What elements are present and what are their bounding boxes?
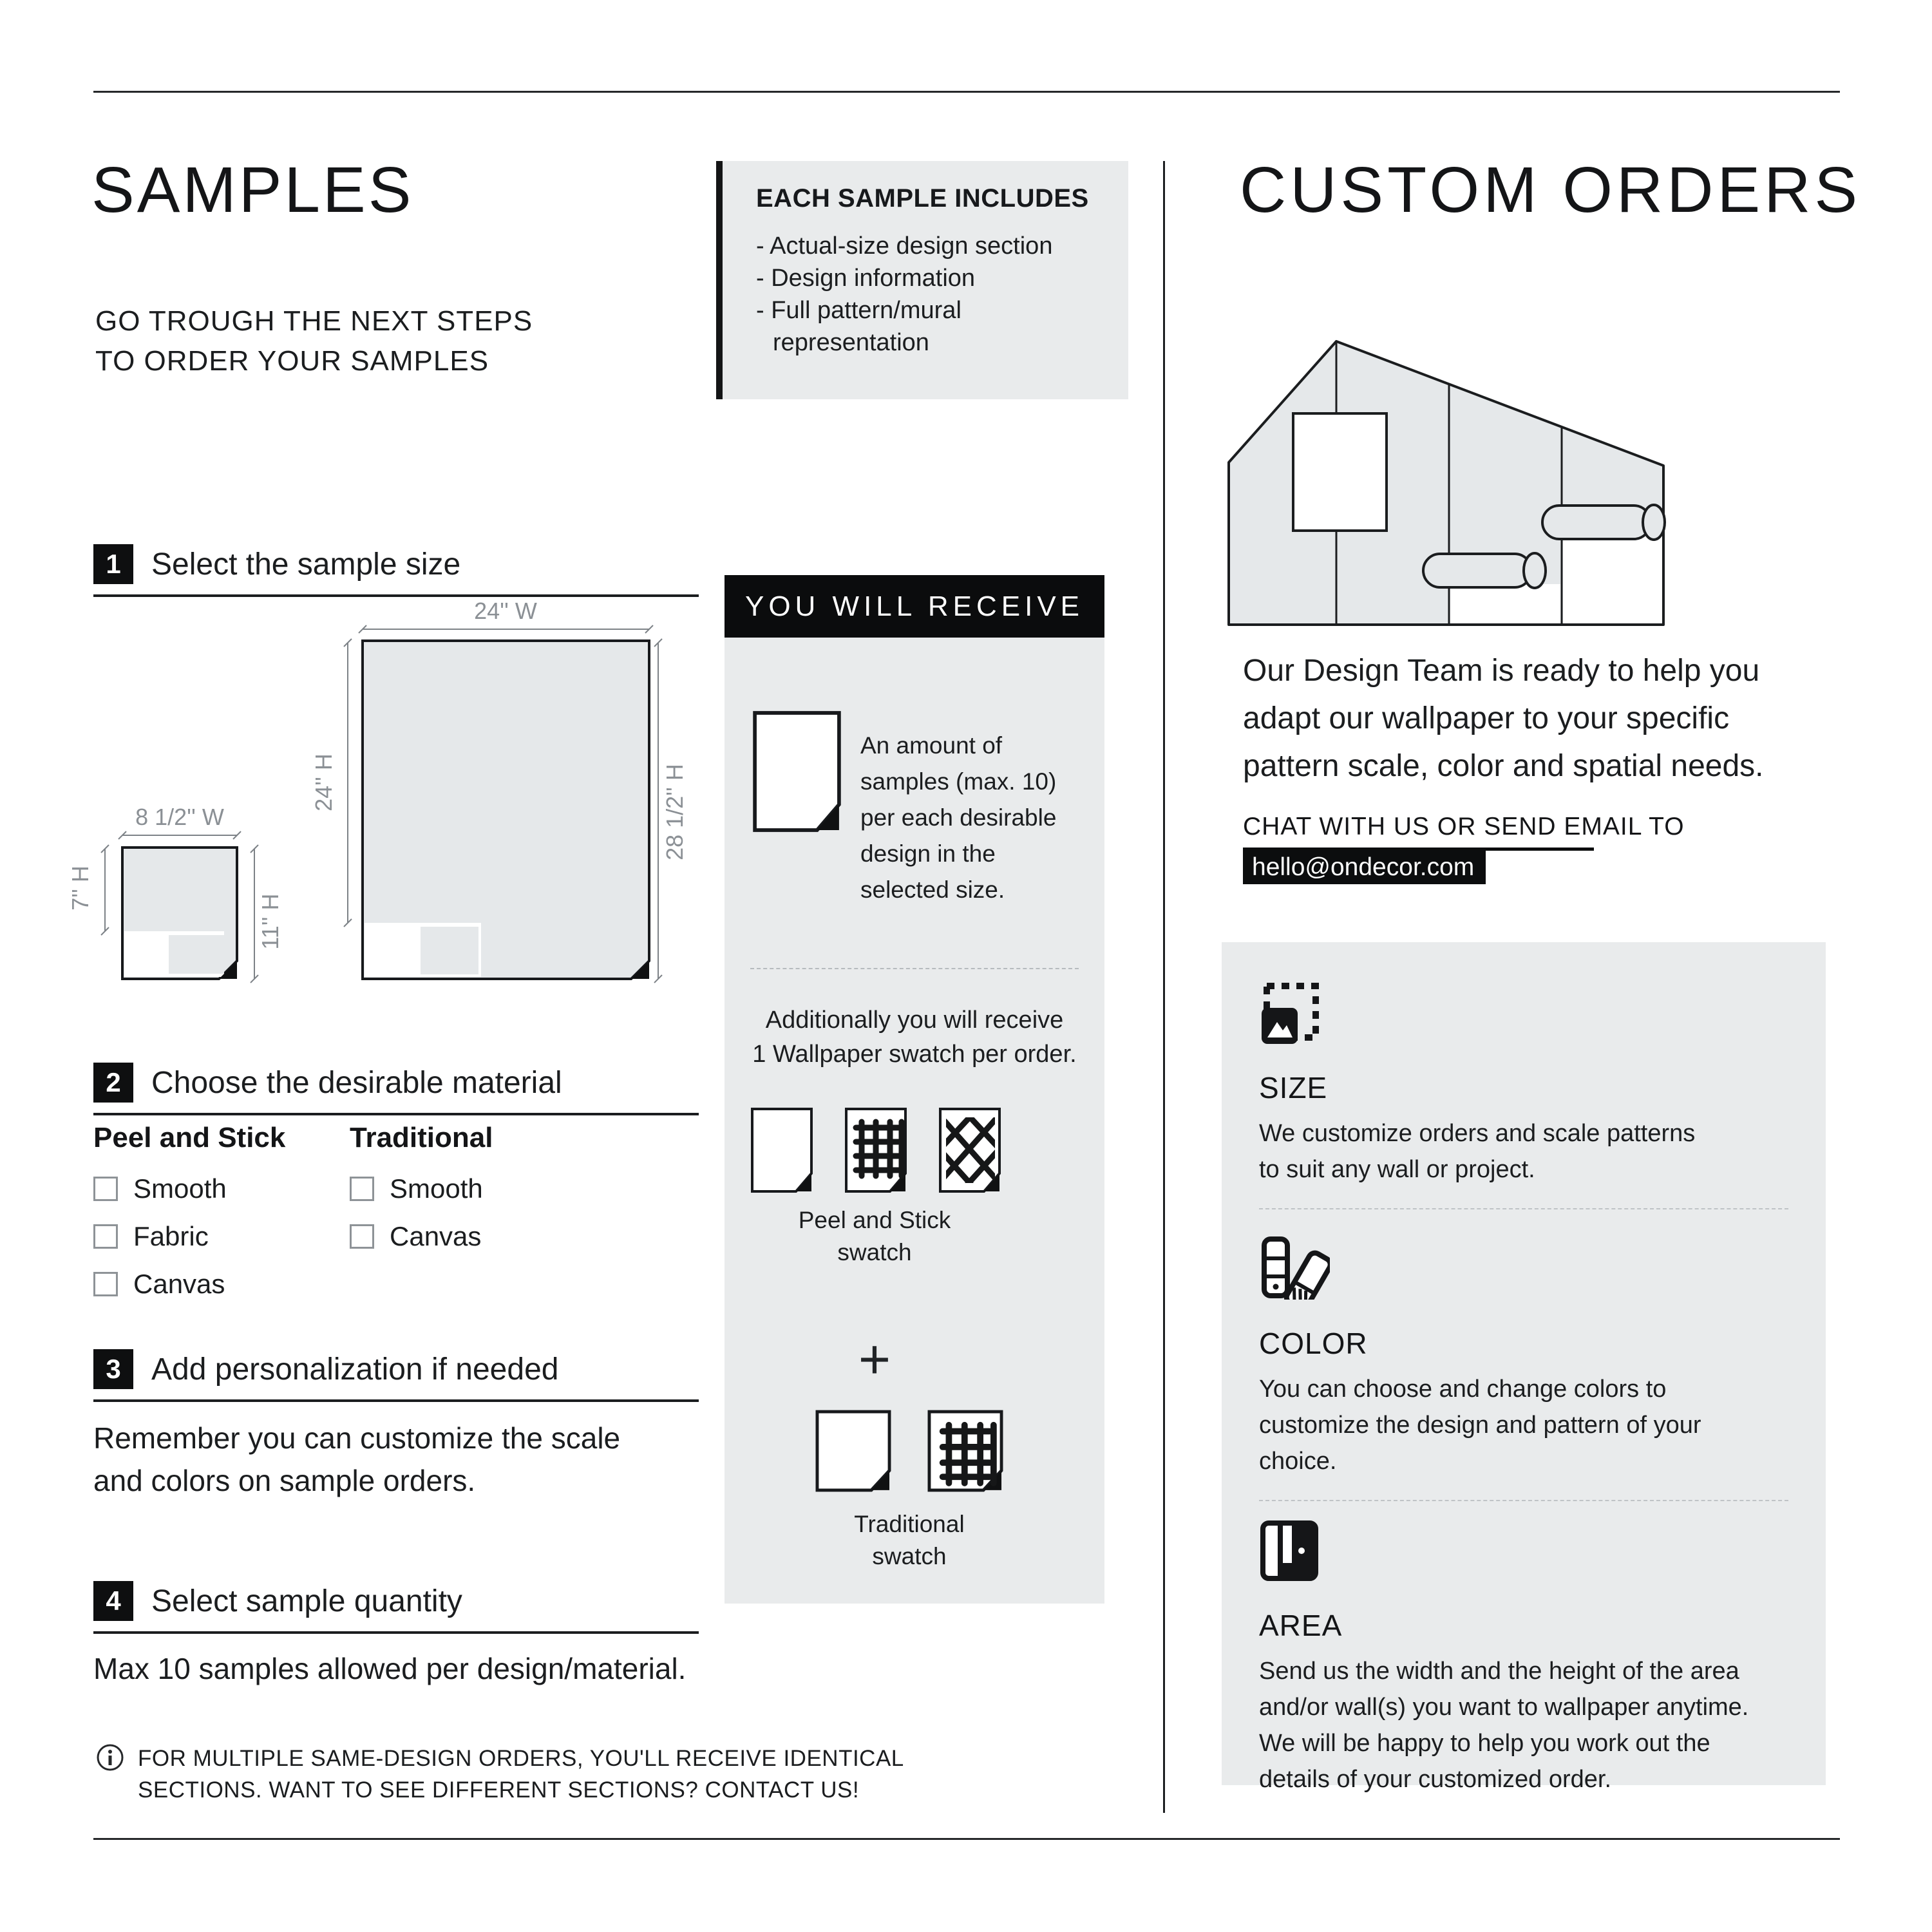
sample-amount-item <box>750 707 1056 908</box>
feature-line: and/or wall(s) you want to wallpaper anytime. <box>1259 1694 1749 1721</box>
you-will-receive-bar: YOU WILL RECEIVE <box>724 575 1104 638</box>
step-2-header <box>93 1063 699 1115</box>
step-3-note-line-2: and colors on sample orders. <box>93 1464 476 1497</box>
footnote-line-2: SECTIONS. WANT TO SEE DIFFERENT SECTIONS? CONTACT US! <box>138 1777 860 1803</box>
you-will-receive-panel <box>724 638 1104 1604</box>
trad-label-line: Traditional <box>854 1511 965 1537</box>
email-address[interactable]: hello@ondecor.com <box>1243 851 1486 884</box>
intro-line-2: TO ORDER YOUR SAMPLES <box>95 345 489 377</box>
material-option-row <box>350 1173 493 1204</box>
feature-line: to suit any wall or project. <box>1259 1156 1535 1183</box>
dashed-divider <box>750 968 1079 969</box>
traditional-swatch-label <box>813 1508 1006 1573</box>
traditional-title: Traditional <box>350 1122 493 1153</box>
grid-swatch-icon <box>925 1408 1006 1494</box>
amount-line: per each desirable <box>860 804 1057 831</box>
feature-line: We customize orders and scale patterns <box>1259 1120 1696 1147</box>
material-option-row <box>93 1221 285 1252</box>
step-1-header <box>93 544 699 597</box>
additional-line: 1 Wallpaper swatch per order. <box>752 1041 1077 1068</box>
feature-color-body <box>1259 1371 1788 1479</box>
amount-line: selected size. <box>860 876 1005 903</box>
step-4-number: 4 <box>93 1581 133 1621</box>
step-1-label: Select the sample size <box>151 547 461 582</box>
lattice-swatch-icon <box>937 1105 1003 1195</box>
footnote-line-1: FOR MULTIPLE SAME-DESIGN ORDERS, YOU'LL RECEIVE IDENTICAL <box>138 1746 904 1771</box>
amount-line: An amount of <box>860 732 1003 759</box>
paragraph-line: Our Design Team is ready to help you <box>1243 654 1760 688</box>
step-3-label: Add personalization if needed <box>151 1352 559 1387</box>
info-icon <box>95 1743 125 1772</box>
step-3-header <box>93 1349 699 1402</box>
footnote <box>95 1743 904 1806</box>
small-sheet-left-height-label: 7'' H <box>67 866 93 911</box>
includes-item: - Design information <box>756 265 976 292</box>
bottom-rule <box>93 1838 1840 1840</box>
traditional-swatch-icons <box>813 1408 1006 1494</box>
option-label: Fabric <box>133 1221 209 1251</box>
step-4-header <box>93 1581 699 1634</box>
footnote-text <box>138 1743 904 1806</box>
custom-orders-title: CUSTOM ORDERS <box>1240 154 1862 226</box>
feature-size-title: SIZE <box>1259 1071 1328 1104</box>
dashed-divider <box>1259 1208 1788 1209</box>
step-4-note: Max 10 samples allowed per design/material. <box>93 1652 687 1685</box>
step-3-note-line-1: Remember you can customize the scale <box>93 1421 621 1455</box>
material-column-traditional <box>350 1122 493 1269</box>
feature-line: customize the design and pattern of your <box>1259 1412 1701 1439</box>
area-icon <box>1259 1520 1320 1582</box>
feature-line: We will be happy to help you work out the <box>1259 1730 1710 1757</box>
trad-label-line: swatch <box>872 1543 947 1569</box>
step-2-label: Choose the desirable material <box>151 1065 562 1100</box>
grid-swatch-icon <box>843 1105 909 1195</box>
wallpaper-wall-illustration <box>1227 308 1684 633</box>
option-label: Smooth <box>390 1173 483 1204</box>
material-column-peel <box>93 1122 285 1316</box>
checkbox-peel-smooth[interactable] <box>93 1177 118 1201</box>
feature-line: Send us the width and the height of the area <box>1259 1658 1739 1685</box>
material-option-row <box>350 1221 493 1252</box>
feature-line: You can choose and change colors to <box>1259 1376 1667 1403</box>
step-2-number: 2 <box>93 1063 133 1103</box>
intro-line-1: GO TROUGH THE NEXT STEPS <box>95 305 533 337</box>
includes-item-wrap: representation <box>773 329 929 356</box>
size-icon <box>1259 980 1320 1044</box>
large-sheet-right-height-label: 28 1/2'' H <box>661 764 688 860</box>
step-4-label: Select sample quantity <box>151 1584 462 1618</box>
option-label: Canvas <box>390 1221 482 1251</box>
step-3-number: 3 <box>93 1349 133 1389</box>
checkbox-traditional-canvas[interactable] <box>350 1224 374 1249</box>
peel-swatch-icons <box>749 1105 1003 1195</box>
includes-title: EACH SAMPLE INCLUDES <box>756 184 1089 213</box>
includes-item: - Actual-size design section <box>756 232 1053 260</box>
feature-size-body <box>1259 1115 1788 1188</box>
includes-item: - Full pattern/mural <box>756 297 961 324</box>
chat-label: CHAT WITH US OR SEND EMAIL TO <box>1243 813 1685 840</box>
feature-area-body <box>1259 1653 1788 1797</box>
amount-line: design in the <box>860 840 996 867</box>
step-1-number: 1 <box>93 544 133 584</box>
peel-swatch-label <box>749 1204 1000 1269</box>
samples-intro <box>95 301 533 381</box>
option-label: Smooth <box>133 1173 227 1204</box>
paragraph-line: pattern scale, color and spatial needs. <box>1243 749 1764 783</box>
feature-line: choice. <box>1259 1448 1337 1475</box>
custom-order-features-panel <box>1222 942 1826 1793</box>
feature-line: details of your customized order. <box>1259 1766 1612 1793</box>
blank-swatch-icon <box>813 1408 894 1494</box>
amount-line: samples (max. 10) <box>860 768 1057 795</box>
blank-sheet-icon <box>750 707 844 836</box>
step-3-note <box>93 1417 620 1502</box>
checkbox-peel-canvas[interactable] <box>93 1272 118 1296</box>
samples-title: SAMPLES <box>91 154 414 226</box>
small-sheet-right-height-label: 11'' H <box>257 893 283 950</box>
peel-label-line: Peel and Stick <box>798 1207 951 1233</box>
color-icon <box>1259 1235 1330 1300</box>
peel-label-line: swatch <box>837 1239 912 1265</box>
each-sample-includes-box <box>716 161 1128 399</box>
material-option-row <box>93 1173 285 1204</box>
sample-size-diagram <box>71 599 689 998</box>
blank-swatch-icon <box>749 1105 815 1195</box>
checkbox-peel-fabric[interactable] <box>93 1224 118 1249</box>
checkbox-traditional-smooth[interactable] <box>350 1177 374 1201</box>
top-rule <box>93 91 1840 93</box>
large-sheet-left-height-label: 24'' H <box>310 753 337 811</box>
option-label: Canvas <box>133 1269 225 1299</box>
feature-area-title: AREA <box>1259 1609 1343 1642</box>
large-sheet-width-label: 24'' W <box>474 598 537 624</box>
paragraph-line: adapt our wallpaper to your specific <box>1243 701 1730 735</box>
sample-amount-text <box>860 728 1056 908</box>
feature-color-title: COLOR <box>1259 1327 1368 1360</box>
additional-swatch-text <box>724 1003 1104 1072</box>
column-divider <box>1163 161 1165 1813</box>
peel-and-stick-title: Peel and Stick <box>93 1122 286 1153</box>
small-sheet-width-label: 8 1/2'' W <box>135 804 224 830</box>
design-team-paragraph <box>1243 647 1764 790</box>
additional-line: Additionally you will receive <box>765 1007 1064 1034</box>
plus-sign: + <box>858 1329 891 1390</box>
material-option-row <box>93 1269 285 1300</box>
dashed-divider <box>1259 1500 1788 1501</box>
